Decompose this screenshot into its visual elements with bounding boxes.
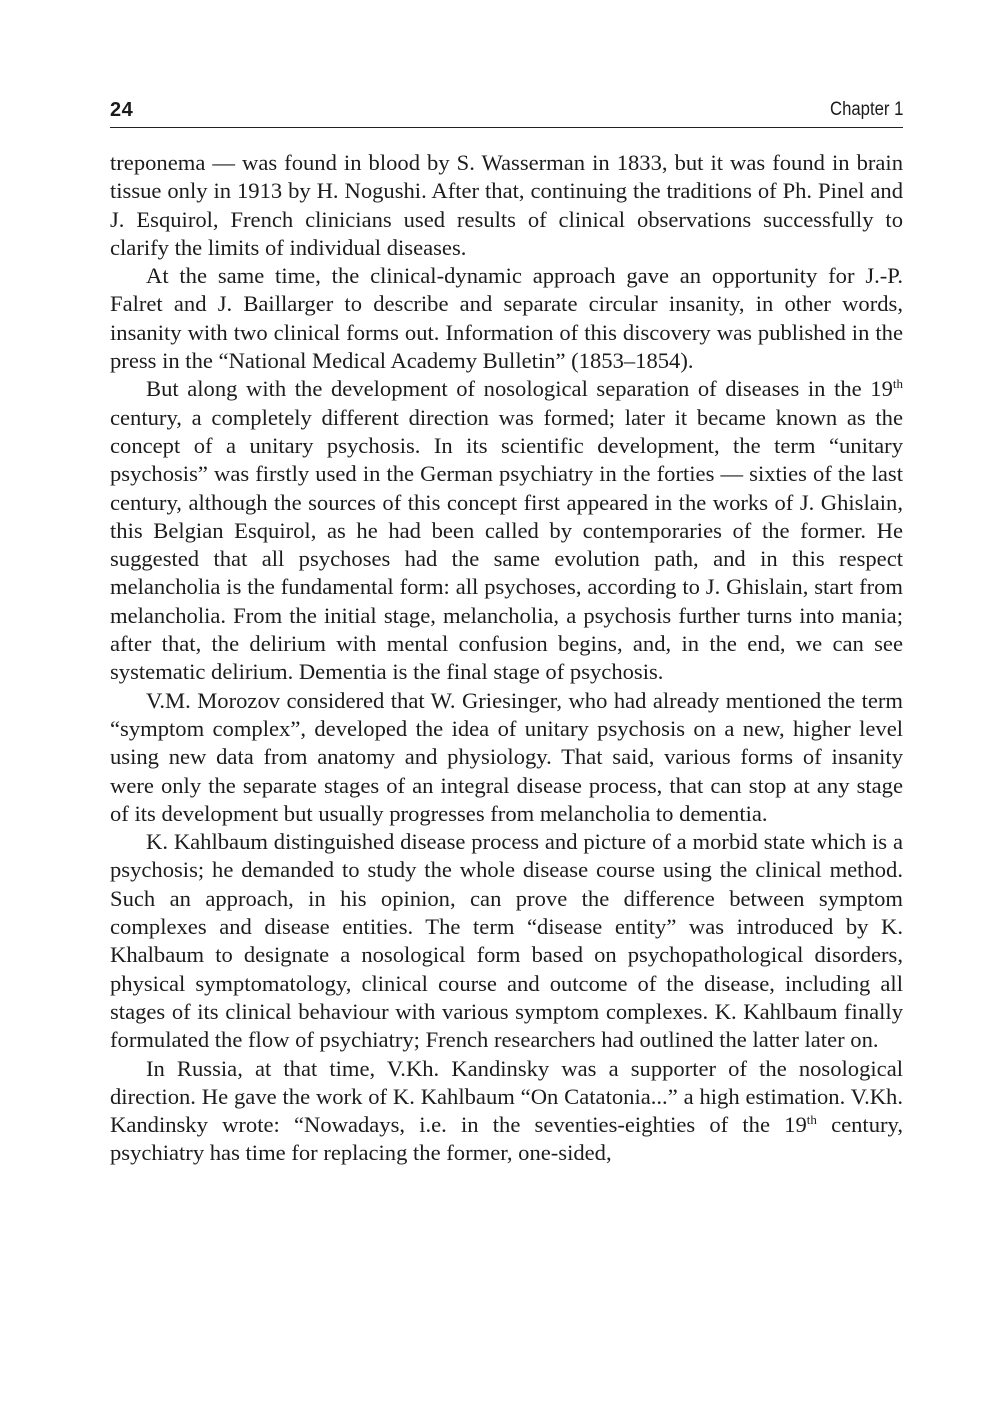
- paragraph-2: At the same time, the clinical-dynamic approach gave an opportunity for J.-P. Falret and J. Baillarger to describe and separate circular insanity, in other words, insanity with two clinical forms out. Information of this discovery was published in the press in the “National Medical Academy Bulletin” (1853–1854).: [110, 263, 903, 374]
- paragraph-6: [110, 1055, 903, 1168]
- page-number: 24: [110, 99, 134, 121]
- running-header: [110, 97, 903, 128]
- paragraph-6-part-2: century, psychiatry has time for replacing the former, one-sided,: [110, 1112, 904, 1166]
- paragraph-5: K. Kahlbaum distinguished disease process and picture of a morbid state which is a psychosis; he demanded to study the whole disease course using the clinical method. Such an approach, in his opinion, can prove the difference between symptom complexes and disease entities. The term “disease entity” was introduced by K. Khalbaum to designate a nosological form based on psychopathological disorders, physical symptomatology, clinical course and outcome of the disease, including all stages of its clinical behaviour with various symptom complexes. K. Kahlbaum finally formulated the flow of psychiatry; French researchers had outlined the latter later on.: [110, 829, 903, 1053]
- paragraph-3: [110, 375, 903, 686]
- paragraph-3-part-2: century, a completely different direction was formed; later it became known as the concept of a unitary psychosis. In its scientific development, the term “unitary psychosis” was firstly used in the German psychiatry in the forties — sixties of the last century, although the sources of this concept first appeared in the works of J. Ghislain, this Belgian Esquirol, as he had been called by contemporaries of the former. He suggested that all psychoses had the same evolution path, and in this respect melancholia is the fundamental form: all psychoses, according to J. Ghislain, start from melancholia. From the initial stage, melancholia, a psychosis further turns into mania; after that, the delirium with mental confusion begins, and, in the end, we can see systematic delirium. Dementia is the final stage of psychosis.: [110, 404, 903, 685]
- paragraph-1: treponema — was found in blood by S. Wasserman in 1833, but it was found in brain tissue only in 1913 by H. Nogushi. After that, continuing the traditions of Ph. Pinel and J. Esquirol, French clinicians used results of clinical observations successfully to clarify the limits of individual diseases.: [110, 150, 903, 260]
- chapter-label: Chapter 1: [829, 99, 903, 120]
- superscript-th: th: [892, 376, 903, 392]
- paragraph-3-part-1: But along with the development of nosological separation of diseases in the 19: [146, 376, 893, 402]
- body-text: [110, 149, 903, 1168]
- paragraph-4: V.M. Morozov considered that W. Griesinger, who had already mentioned the term “symptom complex”, developed the idea of unitary psychosis on a new, higher level using new data from anatomy and physiology. That said, various forms of insanity were only the separate stages of an integral disease process, that can stop at any stage of its development but usually progresses from melancholia to dementia.: [110, 687, 903, 826]
- superscript-th: th: [806, 1112, 817, 1128]
- paragraph-6-part-1: In Russia, at that time, V.Kh. Kandinsky was a supporter of the nosological direction. He gave the work of K. Kahlbaum “On Catatonia...” a high estimation. V.Kh. Kandinsky wrote: “Nowadays, i.e. in the seventies-eighties of the 19: [110, 1055, 903, 1138]
